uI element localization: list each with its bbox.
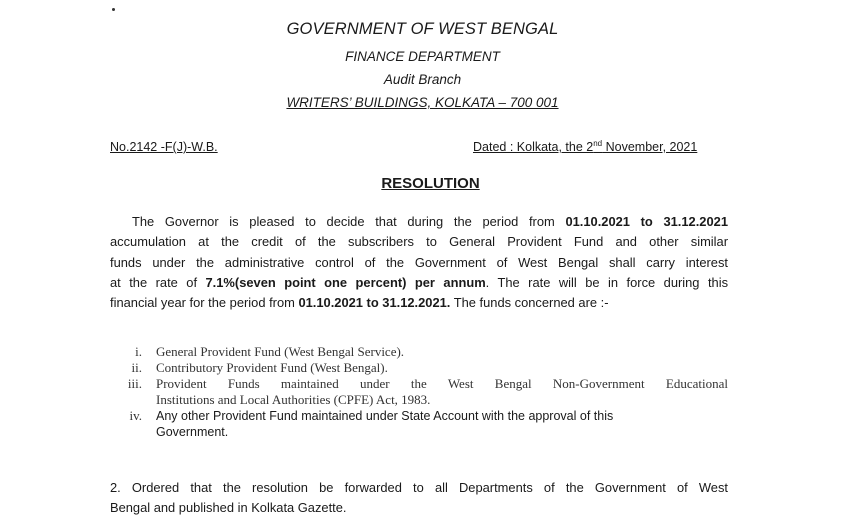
list-item	[110, 360, 728, 376]
paragraph-line: Bengal and published in Kolkata Gazette.	[110, 500, 347, 516]
paragraph-line: The Governor is pleased to decide that during the period from 01.10.2021 to 31.12.2021	[132, 214, 728, 229]
speck-mark	[112, 8, 115, 11]
paragraph-line: financial year for the period from 01.10.2021 to 31.12.2021. The funds concerned are :-	[110, 295, 609, 311]
funds-list	[110, 344, 728, 440]
list-item-number: iv.	[129, 408, 142, 423]
list-item	[110, 408, 728, 440]
list-item-text: Provident Funds maintained under the West Bengal Non-Government Educational	[156, 376, 728, 391]
order-paragraph	[110, 478, 728, 519]
list-item-number: i.	[135, 344, 142, 359]
list-item	[110, 344, 728, 360]
dated-line: Dated : Kolkata, the 2nd November, 2021	[473, 138, 698, 154]
list-item-text: Any other Provident Fund maintained under State Account with the approval of this	[156, 409, 614, 423]
paragraph-line: funds under the administrative control of the Government of West Bengal shall carry interest	[110, 254, 728, 270]
resolution-title: RESOLUTION	[381, 175, 480, 192]
paragraph-line: 2. Ordered that the resolution be forwarded to all Departments of the Government of West	[110, 480, 728, 495]
list-item-number: iii.	[127, 376, 142, 391]
address-heading: WRITERS’ BUILDINGS, KOLKATA – 700 001	[286, 95, 559, 110]
government-heading: GOVERNMENT OF WEST BENGAL	[286, 20, 559, 38]
list-item-number: ii.	[131, 360, 142, 375]
list-item-text: Institutions and Local Authorities (CPFE) Act, 1983.	[156, 392, 431, 407]
branch-heading: Audit Branch	[383, 72, 462, 87]
list-item-text: General Provident Fund (West Bengal Service).	[156, 344, 405, 359]
list-item	[110, 376, 728, 408]
resolution-paragraph	[110, 212, 728, 313]
list-item-text: Contributory Provident Fund (West Bengal).	[156, 360, 388, 375]
department-heading: FINANCE DEPARTMENT	[345, 49, 500, 64]
paragraph-line: at the rate of 7.1%(seven point one percent) per annum. The rate will be in force during this	[110, 274, 729, 290]
reference-number: No.2142 -F(J)-W.B.	[110, 140, 218, 154]
list-item-text: Government.	[156, 425, 229, 439]
paragraph-line: accumulation at the credit of the subscribers to General Provident Fund and other similar	[110, 234, 728, 250]
